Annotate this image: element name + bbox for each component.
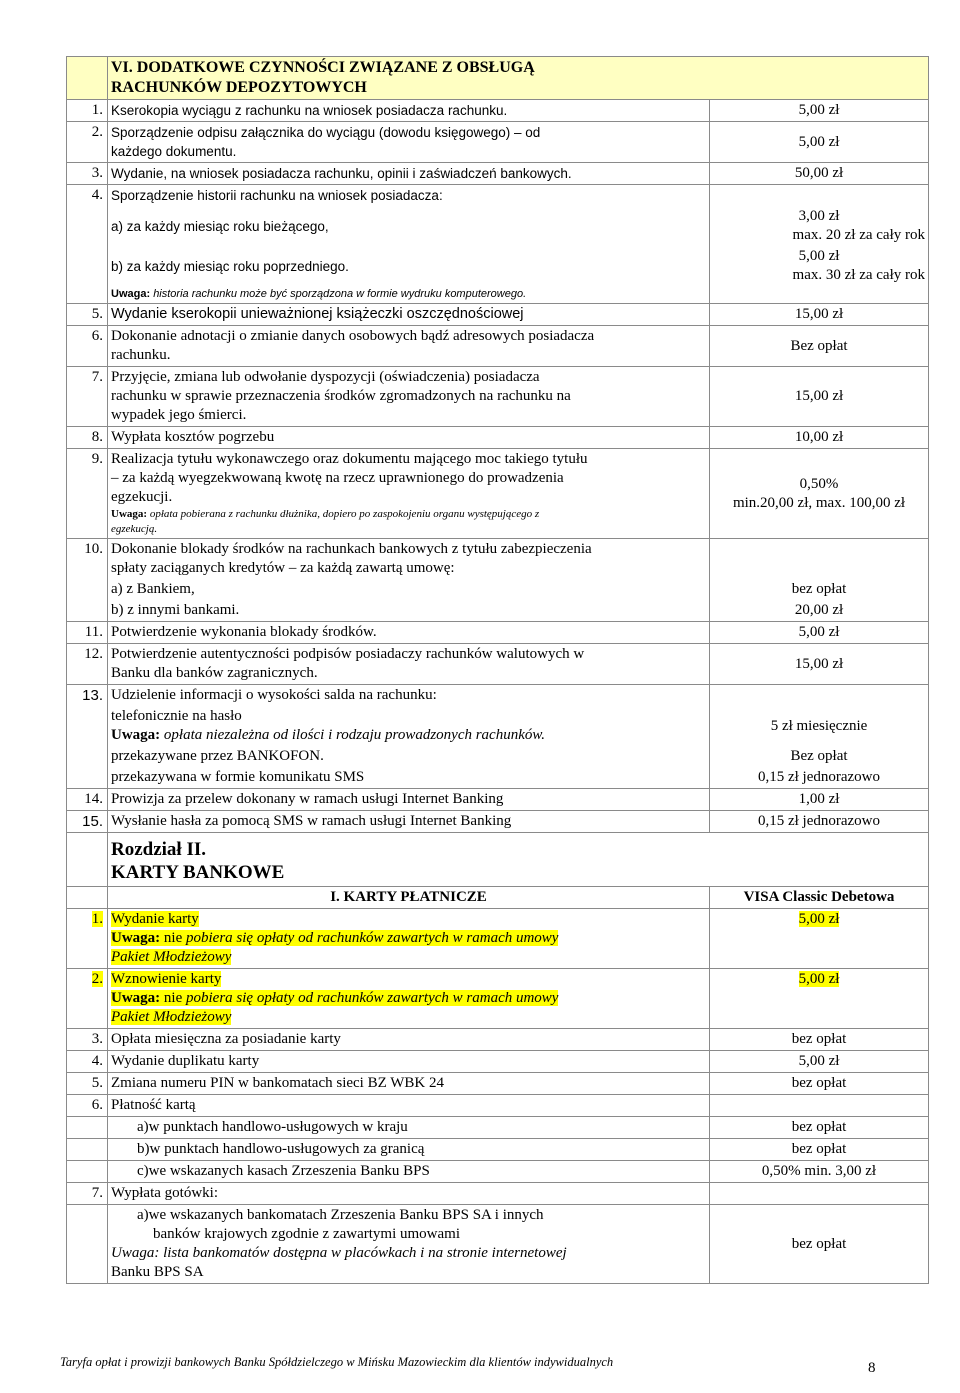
page-number: 8 (868, 1360, 876, 1376)
table-row: b)w punktach handlowo-usługowych za granicą bez opłat (67, 1139, 929, 1161)
card-header-row: I. KARTY PŁATNICZE VISA Classic Debetowa (67, 887, 929, 909)
table-row: 10. Dokonanie blokady środków na rachunkach bankowych z tytułu zabezpieczenia spłaty zaciąganych kredytów – za każdą zawartą umowę: (67, 539, 929, 580)
table-row: a) z Bankiem, bez opłat (67, 579, 929, 600)
section-header-row (67, 57, 929, 100)
table-row: telefonicznie na hasło Uwaga: opłata niezależna od ilości i rodzaju prowadzonych rachunków. 5 zł miesięcznie (67, 706, 929, 746)
table-row: 2. Sporządzenie odpisu załącznika do wyciągu (dowodu księgowego) – od każdego dokumentu. 5,00 zł (67, 122, 929, 163)
table-row: 4. Wydanie duplikatu karty 5,00 zł (67, 1051, 929, 1073)
table-row: 6. Dokonanie adnotacji o zmianie danych osobowych bądź adresowych posiadacza rachunku. Bez opłat (67, 326, 929, 367)
table-row: Uwaga: historia rachunku może być sporządzona w formie wydruku komputerowego. (67, 286, 929, 304)
table-row: 3. Opłata miesięczna za posiadanie karty bez opłat (67, 1029, 929, 1051)
page-footer: Taryfa opłat i prowizji bankowych Banku Spółdzielczego w Mińsku Mazowieckim dla klientów indywidualnych (60, 1355, 614, 1369)
table-row: 11. Potwierdzenie wykonania blokady środków. 5,00 zł (67, 622, 929, 644)
table-row: 6. Płatność kartą (67, 1095, 929, 1117)
chapter-subtitle: KARTY BANKOWE (111, 862, 285, 883)
table-row: c)we wskazanych kasach Zrzeszenia Banku BPS 0,50% min. 3,00 zł (67, 1161, 929, 1183)
table-row: 7. Przyjęcie, zmiana lub odwołanie dyspozycji (oświadczenia) posiadacza rachunku w sprawie przeznaczenia środków zgromadzonych na rachunku na wypadek jego śmierci. 15,00 zł (67, 367, 929, 427)
table-row: 5. Wydanie kserokopii unieważnionej książeczki oszczędnościowej 15,00 zł (67, 304, 929, 326)
table-row: 8. Wypłata kosztów pogrzebu 10,00 zł (67, 427, 929, 449)
table-row: 9. Realizacja tytułu wykonawczego oraz dokumentu mającego moc takiego tytułu – za każdą wyegzekwowaną kwotę na rzecz uprawnionego do prowadzenia egzekucji. Uwaga: opłata pobierana z rachunku dłużnika, dopiero po zaspokojeniu organu występującego z egzekucją. 0,50% min.20,00 zł, max. 100,00 zł (67, 449, 929, 539)
table-row: a)w punktach handlowo-usługowych w kraju bez opłat (67, 1117, 929, 1139)
table-row: 2. Wznowienie karty Uwaga: nie pobiera się opłaty od rachunków zawartych w ramach umowy Pakiet Młodzieżowy 5,00 zł (67, 969, 929, 1029)
table-row: 13. Udzielenie informacji o wysokości salda na rachunku: (67, 685, 929, 707)
chapter-title: Rozdział II. (111, 839, 206, 860)
table-row: b) z innymi bankami. 20,00 zł (67, 600, 929, 622)
table-row: przekazywana w formie komunikatu SMS 0,15 zł jednorazowo (67, 767, 929, 789)
table-row: 3. Wydanie, na wniosek posiadacza rachunku, opinii i zaświadczeń bankowych. 50,00 zł (67, 163, 929, 185)
table-row: b) za każdy miesiąc roku poprzedniego. 5,00 zł max. 30 zł za cały rok (67, 246, 929, 286)
table-row: 4. Sporządzenie historii rachunku na wniosek posiadacza: (67, 185, 929, 207)
table-row: 7. Wypłata gotówki: (67, 1183, 929, 1205)
table-row: 5. Zmiana numeru PIN w bankomatach sieci BZ WBK 24 bez opłat (67, 1073, 929, 1095)
fee-table (66, 56, 929, 1284)
table-row: przekazywane przez BANKOFON. Bez opłat (67, 746, 929, 767)
table-row: 1. Wydanie karty Uwaga: nie pobiera się opłaty od rachunków zawartych w ramach umowy Pakiet Młodzieżowy 5,00 zł (67, 909, 929, 969)
chapter-header-row (67, 833, 929, 887)
table-row: 1. Kserokopia wyciągu z rachunku na wniosek posiadacza rachunku. 5,00 zł (67, 100, 929, 122)
table-row: 15. Wysłanie hasła za pomocą SMS w ramach usługi Internet Banking 0,15 zł jednorazowo (67, 811, 929, 833)
table-row: 14. Prowizja za przelew dokonany w ramach usługi Internet Banking 1,00 zł (67, 789, 929, 811)
table-row: a)we wskazanych bankomatach Zrzeszenia Banku BPS SA i innych banków krajowych zgodnie z zawartymi umowami Uwaga: lista bankomatów dostępna w placówkach i na stronie internetowej Banku BPS SA bez opłat (67, 1205, 929, 1284)
section-title: VI. DODATKOWE CZYNNOŚCI ZWIĄZANE Z OBSŁUGĄ RACHUNKÓW DEPOZYTOWYCH (108, 57, 929, 100)
table-row: a) za każdy miesiąc roku bieżącego, 3,00 zł max. 20 zł za cały rok (67, 206, 929, 246)
table-row: 12. Potwierdzenie autentyczności podpisów posiadaczy rachunków walutowych w Banku dla banków zagranicznych. 15,00 zł (67, 644, 929, 685)
